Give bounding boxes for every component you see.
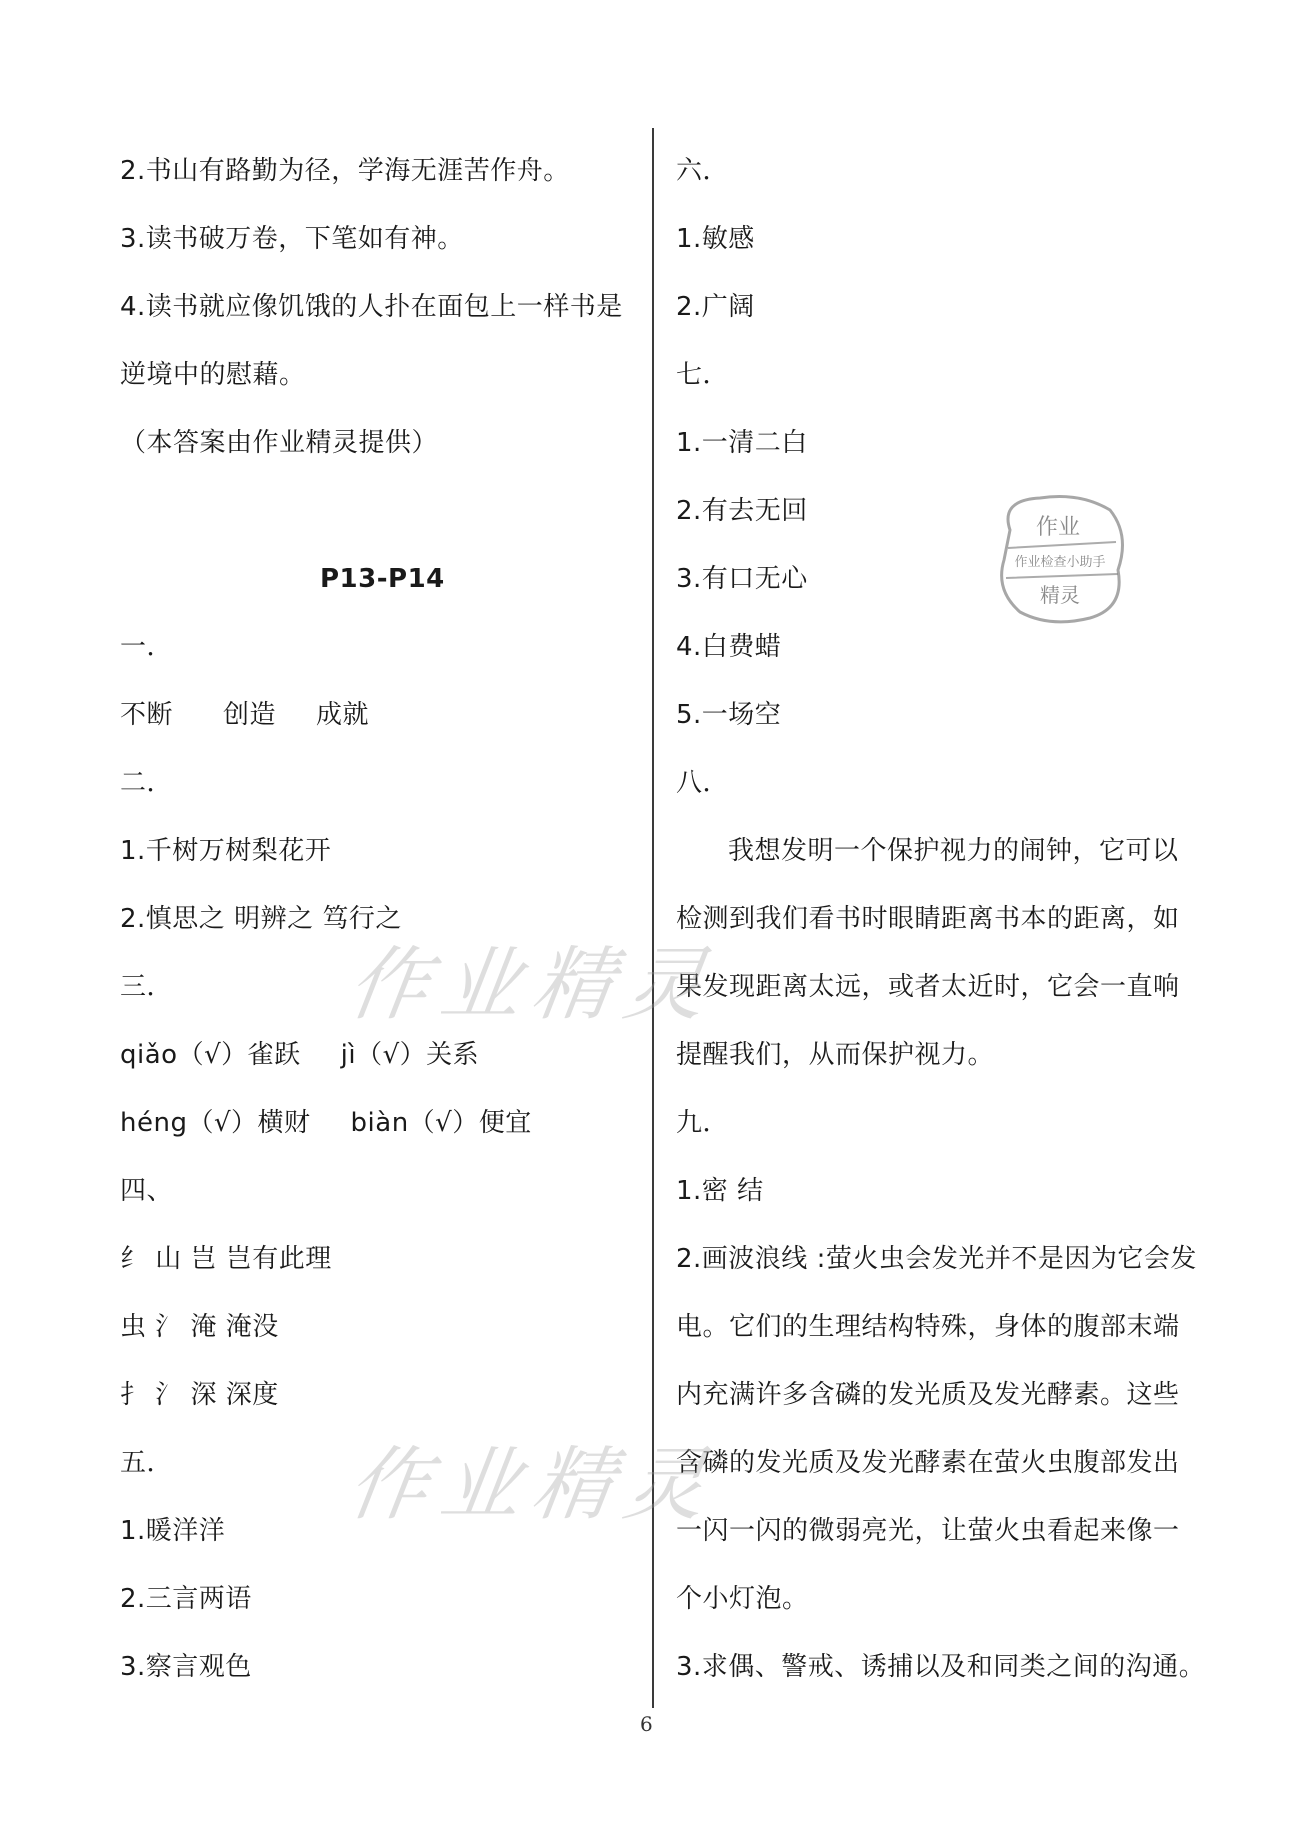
- q2-item: 1.千树万树梨花开: [120, 836, 332, 866]
- q9-item2-line: 个小灯泡。: [676, 1584, 809, 1614]
- q3-label: 三．: [120, 972, 174, 1002]
- q6-item: 1.敏感: [676, 224, 755, 254]
- q7-item: 3.有口无心: [676, 564, 808, 594]
- q2-item: 2.慎思之 明辨之 笃行之: [120, 904, 402, 934]
- q5-label: 五．: [120, 1448, 174, 1478]
- q4-item: 纟 山 岂 岂有此理: [120, 1244, 332, 1274]
- q3-row: [120, 1038, 479, 1072]
- q9-item1: 1.密 结: [676, 1176, 764, 1206]
- section-heading: P13-P14: [320, 564, 445, 594]
- q1-label: 一．: [120, 632, 174, 662]
- q5-item: 2.三言两语: [120, 1584, 252, 1614]
- q3-answer: héng（√）横财: [120, 1108, 311, 1138]
- q8-paragraph-line: 我想发明一个保护视力的闹钟，它可以: [728, 836, 1179, 866]
- q3-answer: jì（√）关系: [340, 1040, 480, 1070]
- q3-answer: qiǎo（√）雀跃: [120, 1040, 301, 1070]
- q9-item2-line: 内充满许多含磷的发光质及发光酵素。这些: [676, 1380, 1180, 1410]
- q7-item: 5.一场空: [676, 700, 782, 730]
- q4-item: 扌 氵 深 深度: [120, 1380, 279, 1410]
- watermark: 作业精灵: [342, 1438, 724, 1531]
- answer-credit: （本答案由作业精灵提供）: [120, 428, 439, 458]
- q4-item: 虫 氵 淹 淹没: [120, 1312, 279, 1342]
- q1-answers: [120, 698, 369, 732]
- q7-label: 七．: [676, 360, 730, 390]
- q8-paragraph-line: 果发现距离太远，或者太近时，它会一直响: [676, 972, 1180, 1002]
- q9-item2-line: 含磷的发光质及发光酵素在萤火虫腹部发出: [676, 1448, 1180, 1478]
- q3-row: [120, 1106, 532, 1140]
- watermark: 作业精灵: [342, 938, 724, 1031]
- stamp-bottom-text: 精灵: [1040, 583, 1080, 607]
- q1-answer: 创造: [223, 700, 277, 730]
- q6-label: 六．: [676, 156, 730, 186]
- q1-answer: 成就: [316, 700, 370, 730]
- q2-label: 二．: [120, 768, 174, 798]
- q6-item: 2.广阔: [676, 292, 755, 322]
- stamp-middle-text: 作业检查小助手: [1014, 555, 1106, 570]
- q3-answer: biàn（√）便宜: [350, 1108, 532, 1138]
- q9-item2-line: 电。它们的生理结构特殊，身体的腹部末端: [676, 1312, 1180, 1342]
- proverb-line-3: 3.读书破万卷，下笔如有神。: [120, 224, 464, 254]
- q9-item3: 3.求偶、警戒、诱捕以及和同类之间的沟通。: [676, 1652, 1206, 1682]
- q8-paragraph-line: 提醒我们，从而保护视力。: [676, 1040, 995, 1070]
- q9-label: 九．: [676, 1108, 730, 1138]
- proverb-line-2: 2.书山有路勤为径，学海无涯苦作舟。: [120, 156, 570, 186]
- stamp-top-text: 作业: [1035, 515, 1081, 540]
- q7-item: 2.有去无回: [676, 496, 808, 526]
- q5-item: 1.暖洋洋: [120, 1516, 226, 1546]
- q8-label: 八．: [676, 768, 730, 798]
- q4-label: 四、: [120, 1176, 174, 1206]
- proverb-line-4b: 逆境中的慰藉。: [120, 360, 306, 390]
- q5-item: 3.察言观色: [120, 1652, 252, 1682]
- q9-item2-line: 2.画波浪线 :萤火虫会发光并不是因为它会发: [676, 1244, 1197, 1274]
- q7-item: 4.白费蜡: [676, 632, 782, 662]
- page-number: 6: [640, 1712, 653, 1736]
- q9-item2-line: 一闪一闪的微弱亮光，让萤火虫看起来像一: [676, 1516, 1180, 1546]
- q8-paragraph-line: 检测到我们看书时眼睛距离书本的距离，如: [676, 904, 1180, 934]
- q7-item: 1.一清二白: [676, 428, 808, 458]
- stamp-logo: [990, 490, 1130, 630]
- proverb-line-4a: 4.读书就应像饥饿的人扑在面包上一样书是: [120, 292, 623, 322]
- q1-answer: 不断: [120, 700, 174, 730]
